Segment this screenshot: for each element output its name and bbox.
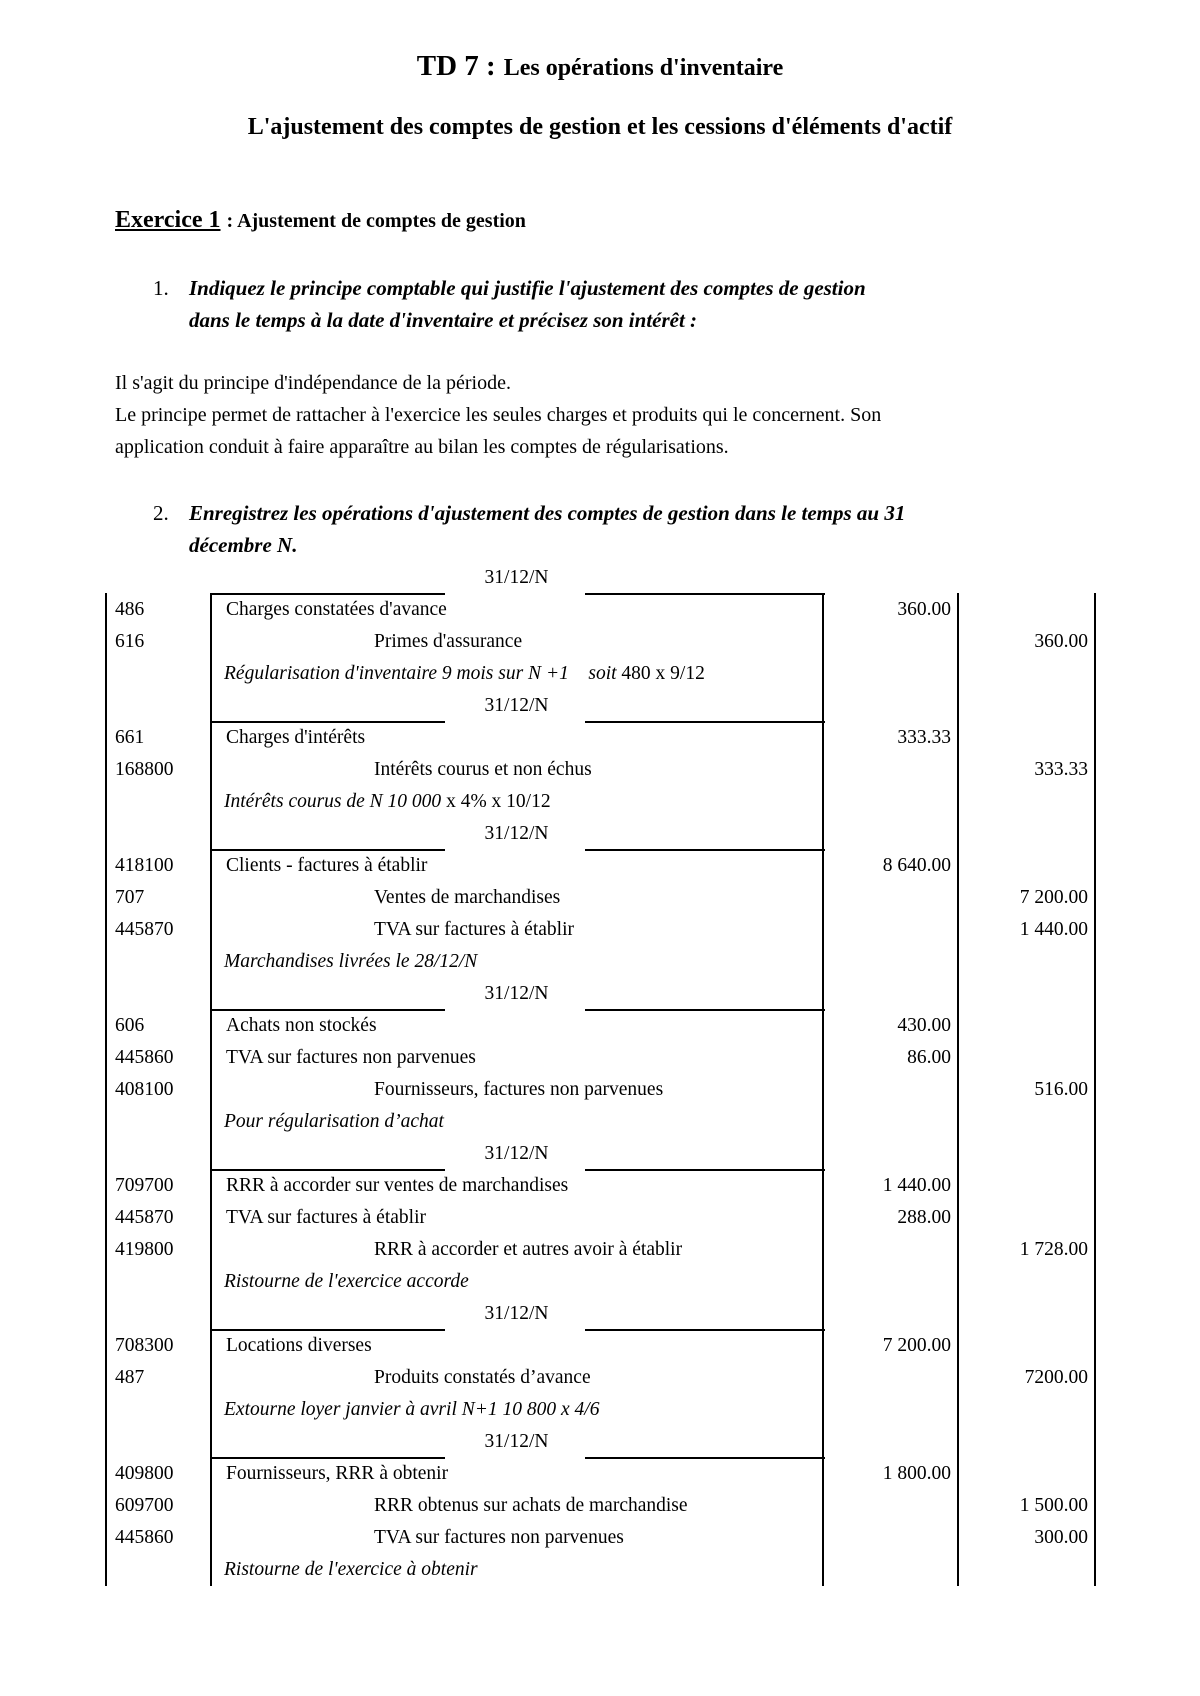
entry-note-row xyxy=(0,1106,1200,1138)
debit-amount: 8 640.00 xyxy=(882,855,951,876)
account-number: 408100 xyxy=(115,1079,174,1100)
journal-line xyxy=(0,1074,1200,1106)
exercise-title: : Ajustement de comptes de gestion xyxy=(226,210,526,232)
debit-amount: 86.00 xyxy=(907,1047,951,1068)
account-label: Clients - factures à établir xyxy=(226,855,428,876)
entry-note-row xyxy=(0,658,1200,690)
entry-note-italic: Extourne loyer janvier à avril N+1 10 800 x 4/6 xyxy=(224,1399,600,1420)
credit-amount: 360.00 xyxy=(1034,631,1088,652)
debit-amount: 1 440.00 xyxy=(882,1175,951,1196)
question-2-number: 2. xyxy=(153,501,169,525)
account-number: 445870 xyxy=(115,919,174,940)
debit-amount: 360.00 xyxy=(897,599,951,620)
account-label: Produits constatés d’avance xyxy=(374,1367,591,1388)
credit-amount: 1 440.00 xyxy=(1019,919,1088,940)
journal-line xyxy=(0,850,1200,882)
entry-date: 31/12/N xyxy=(484,1143,549,1164)
debit-amount: 333.33 xyxy=(897,727,951,748)
date-row xyxy=(0,1426,1200,1458)
date-row xyxy=(0,562,1200,594)
account-number: 709700 xyxy=(115,1175,174,1196)
debit-amount: 430.00 xyxy=(897,1015,951,1036)
entry-note-plain: x 4% x 10/12 xyxy=(441,791,551,812)
column-border xyxy=(1094,593,1096,1586)
entry-date: 31/12/N xyxy=(484,695,549,716)
debit-amount: 288.00 xyxy=(897,1207,951,1228)
debit-amount: 7 200.00 xyxy=(882,1335,951,1356)
column-border xyxy=(210,593,212,1586)
account-number: 609700 xyxy=(115,1495,174,1516)
account-label: Ventes de marchandises xyxy=(374,887,561,908)
entry-note-italic: Ristourne de l'exercice accorde xyxy=(224,1271,469,1292)
credit-amount: 516.00 xyxy=(1034,1079,1088,1100)
account-label: Fournisseurs, RRR à obtenir xyxy=(226,1463,449,1484)
entry-date: 31/12/N xyxy=(484,567,549,588)
journal-line xyxy=(0,1490,1200,1522)
account-number: 707 xyxy=(115,887,145,908)
account-number: 168800 xyxy=(115,759,174,780)
account-label: Fournisseurs, factures non parvenues xyxy=(374,1079,664,1100)
journal-line xyxy=(0,1170,1200,1202)
journal-line xyxy=(0,1042,1200,1074)
entry-note-plain: 480 x 9/12 xyxy=(616,663,705,684)
journal-line xyxy=(0,1330,1200,1362)
column-border xyxy=(822,593,824,1586)
entry-note-row xyxy=(0,1394,1200,1426)
journal-line xyxy=(0,1362,1200,1394)
column-border xyxy=(957,593,959,1586)
question-1-line: Indiquez le principe comptable qui justifie l'ajustement des comptes de gestion xyxy=(189,276,866,300)
account-label: TVA sur factures non parvenues xyxy=(374,1527,624,1548)
credit-amount: 7200.00 xyxy=(1024,1367,1088,1388)
journal-line xyxy=(0,754,1200,786)
entry-note-italic: Marchandises livrées le 28/12/N xyxy=(224,951,478,972)
account-label: Achats non stockés xyxy=(226,1015,377,1036)
account-number: 486 xyxy=(115,599,145,620)
entry-date: 31/12/N xyxy=(484,823,549,844)
question-2-line: Enregistrez les opérations d'ajustement des comptes de gestion dans le temps au 31 xyxy=(189,501,906,525)
account-number: 409800 xyxy=(115,1463,174,1484)
page-subtitle: L'ajustement des comptes de gestion et les cessions d'éléments d'actif xyxy=(247,114,953,140)
entry-note-italic: Régularisation d'inventaire 9 mois sur N +1 soit xyxy=(224,663,617,684)
question-2-line: décembre N. xyxy=(189,533,298,557)
account-label: Locations diverses xyxy=(226,1335,372,1356)
answer-paragraph: Il s'agit du principe d'indépendance de la période. xyxy=(115,372,511,394)
account-label: TVA sur factures à établir xyxy=(374,919,574,940)
journal-line xyxy=(0,1010,1200,1042)
account-number: 487 xyxy=(115,1367,145,1388)
date-row xyxy=(0,978,1200,1010)
account-number: 616 xyxy=(115,631,145,652)
date-row xyxy=(0,1138,1200,1170)
credit-amount: 7 200.00 xyxy=(1019,887,1088,908)
credit-amount: 300.00 xyxy=(1034,1527,1088,1548)
account-label: Charges d'intérêts xyxy=(226,727,366,748)
entry-date: 31/12/N xyxy=(484,1431,549,1452)
entry-date: 31/12/N xyxy=(484,983,549,1004)
entry-note-row xyxy=(0,786,1200,818)
entry-note-row xyxy=(0,946,1200,978)
account-number: 708300 xyxy=(115,1335,174,1356)
account-label: TVA sur factures non parvenues xyxy=(226,1047,476,1068)
question-1-number: 1. xyxy=(153,276,169,300)
page-title: Les opérations d'inventaire xyxy=(503,55,784,81)
account-number: 445860 xyxy=(115,1527,174,1548)
entry-date: 31/12/N xyxy=(484,1303,549,1324)
account-label: RRR à accorder sur ventes de marchandises xyxy=(226,1175,569,1196)
account-label: Primes d'assurance xyxy=(374,631,523,652)
journal-line xyxy=(0,1202,1200,1234)
account-label: Intérêts courus et non échus xyxy=(374,759,592,780)
journal-line xyxy=(0,1458,1200,1490)
credit-amount: 333.33 xyxy=(1034,759,1088,780)
account-label: Charges constatées d'avance xyxy=(226,599,447,620)
entry-note-row xyxy=(0,1266,1200,1298)
account-number: 418100 xyxy=(115,855,174,876)
journal-line xyxy=(0,1522,1200,1554)
account-label: TVA sur factures à établir xyxy=(226,1207,426,1228)
credit-amount: 1 500.00 xyxy=(1019,1495,1088,1516)
entry-note-italic: Pour régularisation d’achat xyxy=(224,1111,444,1132)
column-border xyxy=(105,593,107,1586)
answer-paragraph: application conduit à faire apparaître au bilan les comptes de régularisations. xyxy=(115,436,729,458)
entry-note-italic: Ristourne de l'exercice à obtenir xyxy=(224,1559,478,1580)
journal-line xyxy=(0,594,1200,626)
account-number: 606 xyxy=(115,1015,145,1036)
debit-amount: 1 800.00 xyxy=(882,1463,951,1484)
page-title-prefix: TD 7 : xyxy=(416,50,496,82)
account-number: 445870 xyxy=(115,1207,174,1228)
entry-note-italic: Intérêts courus de N 10 000 xyxy=(224,791,442,812)
date-row xyxy=(0,690,1200,722)
account-number: 661 xyxy=(115,727,145,748)
date-row xyxy=(0,818,1200,850)
account-label: RRR à accorder et autres avoir à établir xyxy=(374,1239,683,1260)
date-row xyxy=(0,1298,1200,1330)
account-number: 445860 xyxy=(115,1047,174,1068)
exercise-label: Exercice 1 xyxy=(115,207,221,233)
journal-line xyxy=(0,914,1200,946)
account-label: RRR obtenus sur achats de marchandise xyxy=(374,1495,688,1516)
question-1-line: dans le temps à la date d'inventaire et précisez son intérêt : xyxy=(189,308,698,332)
journal-line xyxy=(0,882,1200,914)
journal-line xyxy=(0,722,1200,754)
journal-line xyxy=(0,626,1200,658)
answer-paragraph: Le principe permet de rattacher à l'exercice les seules charges et produits qui le concernent. Son xyxy=(115,404,882,426)
entry-note-row xyxy=(0,1554,1200,1586)
credit-amount: 1 728.00 xyxy=(1019,1239,1088,1260)
journal-line xyxy=(0,1234,1200,1266)
account-number: 419800 xyxy=(115,1239,174,1260)
